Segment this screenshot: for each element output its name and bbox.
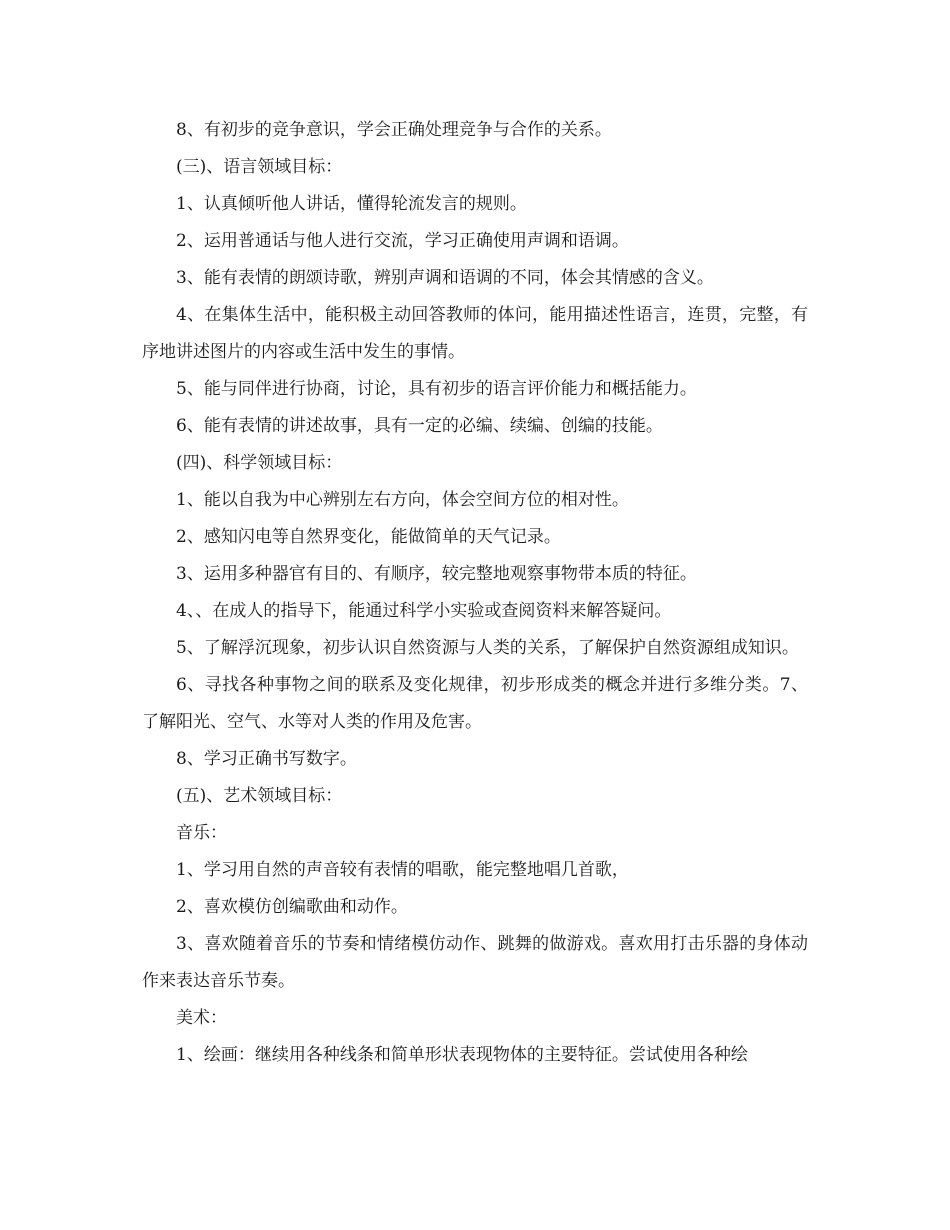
paragraph: 6、寻找各种事物之间的联系及变化规律，初步形成类的概念并进行多维分类。7、了解阳光、空气、水等对人类的作用及危害。 (142, 675, 808, 732)
paragraph: 1、绘画：继续用各种线条和简单形状表现物体的主要特征。尝试使用各种绘 (176, 1045, 748, 1065)
section-heading: (五)、艺术领域目标： (176, 786, 343, 806)
paragraph: 8、学习正确书写数字。 (176, 749, 357, 769)
paragraph: 8、有初步的竞争意识，学会正确处理竞争与合作的关系。 (176, 120, 612, 140)
paragraph: 4、在集体生活中，能积极主动回答教师的体问，能用描述性语言，连贯，完整，有序地讲述图片的内容或生活中发生的事情。 (142, 305, 808, 362)
subsection-heading: 音乐： (176, 823, 227, 843)
paragraph: 3、喜欢随着音乐的节奏和情绪模仿动作、跳舞的做游戏。喜欢用打击乐器的身体动作来表达音乐节奏。 (142, 934, 808, 991)
section-heading: (四)、科学领域目标： (176, 453, 343, 473)
paragraph: 2、喜欢模仿创编歌曲和动作。 (176, 897, 408, 917)
document-body (142, 112, 808, 1074)
paragraph: 2、运用普通话与他人进行交流，学习正确使用声调和语调。 (176, 231, 629, 251)
paragraph: 1、认真倾听他人讲话，懂得轮流发言的规则。 (176, 194, 527, 214)
paragraph: 1、学习用自然的声音较有表情的唱歌，能完整地唱几首歌， (176, 860, 629, 880)
paragraph: 5、了解浮沉现象，初步认识自然资源与人类的关系，了解保护自然资源组成知识。 (176, 638, 799, 658)
paragraph: 3、运用多种器官有目的、有顺序，较完整地观察事物带本质的特征。 (176, 564, 697, 584)
paragraph: 1、能以自我为中心辨别左右方向，体会空间方位的相对性。 (176, 490, 629, 510)
paragraph: 3、能有表情的朗颂诗歌，辨别声调和语调的不同，体会其情感的含义。 (176, 268, 714, 288)
paragraph: 5、能与同伴进行协商，讨论，具有初步的语言评价能力和概括能力。 (176, 379, 697, 399)
paragraph: 6、能有表情的讲述故事，具有一定的必编、续编、创编的技能。 (176, 416, 663, 436)
subsection-heading: 美术： (176, 1008, 227, 1028)
paragraph: 4、、在成人的指导下，能通过科学小实验或查阅资料来解答疑问。 (176, 601, 672, 621)
paragraph: 2、感知闪电等自然界变化，能做简单的天气记录。 (176, 527, 561, 547)
section-heading: (三)、语言领域目标： (176, 157, 343, 177)
